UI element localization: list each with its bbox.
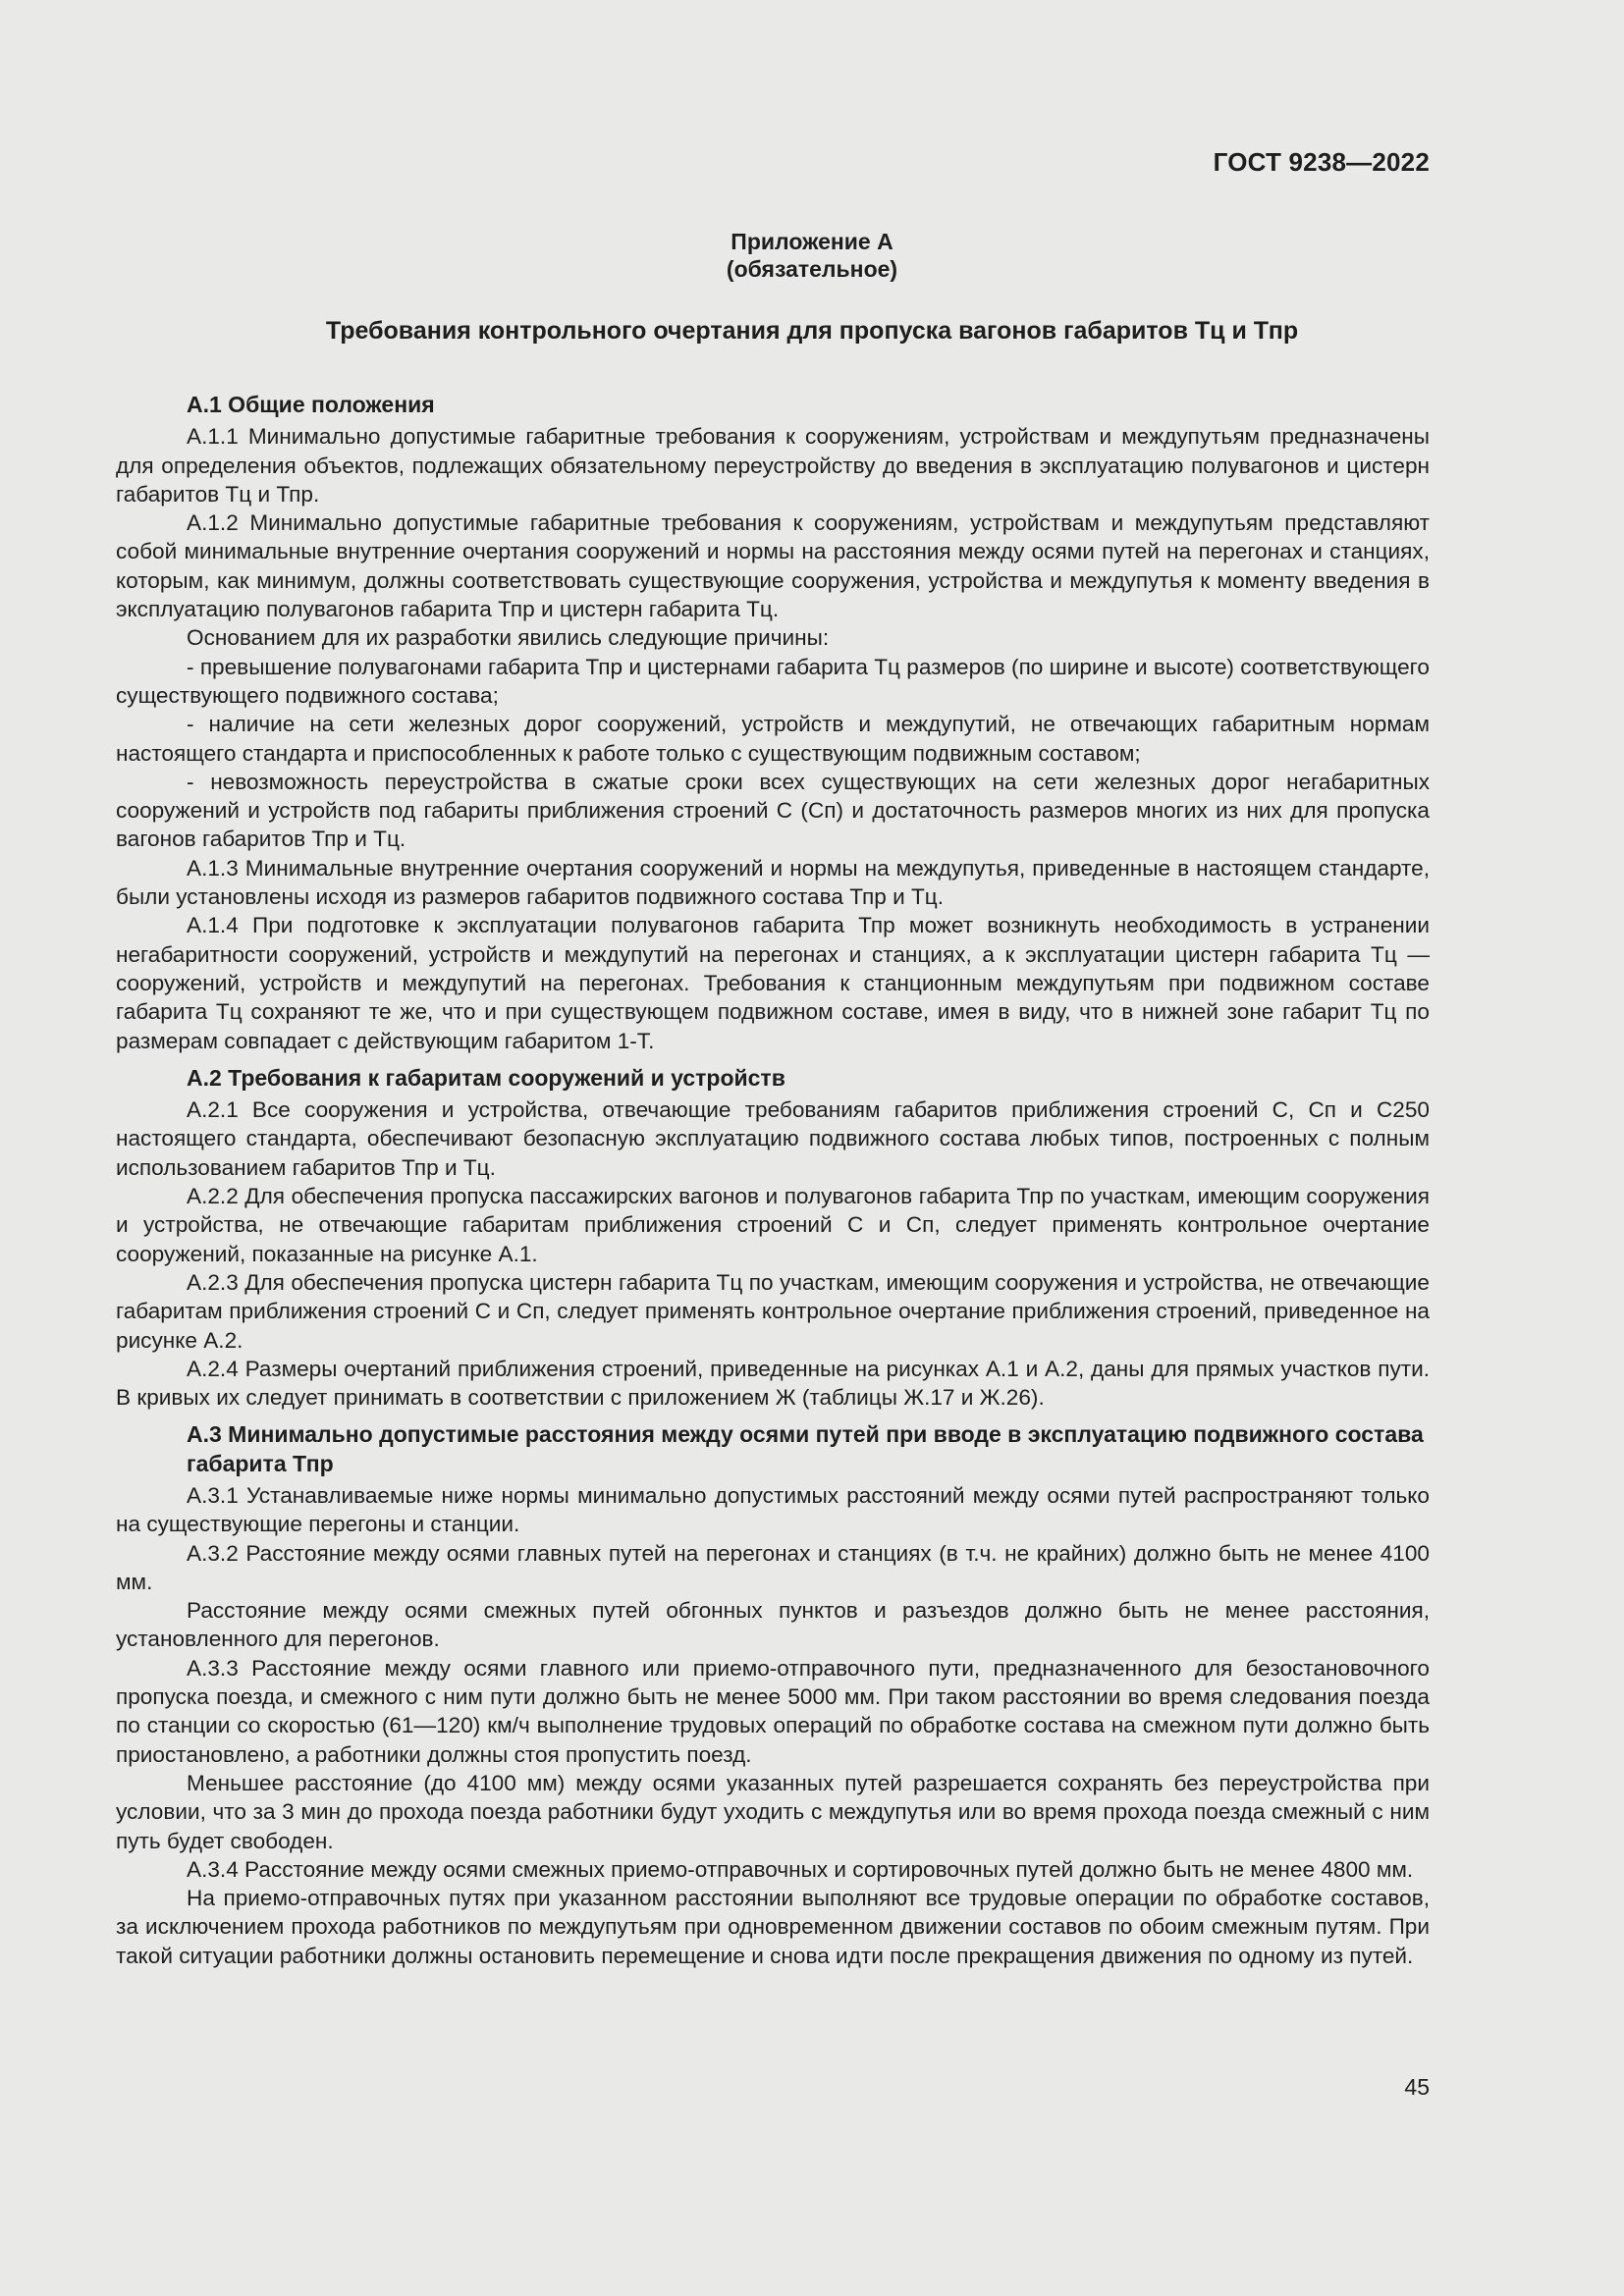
paragraph: А.1.2 Минимально допустимые габаритные требования к сооружениям, устройствам и междупутьям представляют собой минимальные внутренние очертания сооружений и нормы на расстояния между осями путей на перегонах и станциях, которым, как минимум, должны соответствовать существующие сооружения, устройства и междупутья к моменту введения в эксплуатацию полувагонов габарита Тпр и цистерн габарита Тц. [116, 510, 1430, 622]
paragraph: А.2.3 Для обеспечения пропуска цистерн габарита Тц по участкам, имеющим сооружения и устройства, не отвечающие габаритам приближения строений С и Сп, следует применять контрольное очертание приближения строений, приведенное на рисунке А.2. [116, 1269, 1430, 1353]
paragraph: А.3.1 Устанавливаемые ниже нормы минимально допустимых расстояний между осями путей распространяют только на существующие перегоны и станции. [116, 1482, 1430, 1537]
list-item: - превышение полувагонами габарита Тпр и цистернами габарита Тц размеров (по ширине и высоте) соответствующего существующего подвижного состава; [116, 654, 1430, 708]
list-item: - невозможность переустройства в сжатые сроки всех существующих на сети железных дорог негабаритных сооружений и устройств под габариты приближения строений С (Сп) и достаточность размеров многих из них для пропуска вагонов габаритов Тпр и Тц. [116, 769, 1430, 852]
paragraph: На приемо-отправочных путях при указанном расстоянии выполняют все трудовые операции по обработке составов, за исключением прохода работников по междупутьям при одновременном движении составов по обоим смежным путям. При такой ситуации работники должны остановить перемещение и снова идти после прекращения движения по одному из путей. [116, 1886, 1430, 1968]
document-body [116, 391, 1430, 1970]
paragraph: Расстояние между осями смежных путей обгонных пунктов и разъездов должно быть не менее расстояния, установленного для перегонов. [116, 1598, 1430, 1652]
annex-title: Приложение А [731, 229, 893, 254]
paragraph: А.3.2 Расстояние между осями главных путей на перегонах и станциях (в т.ч. не крайних) должно быть не менее 4100 мм. [116, 1540, 1430, 1594]
paragraph: А.1.4 При подготовке к эксплуатации полувагонов габарита Тпр может возникнуть необходимость в устранении негабаритности сооружений, устройств и междупутий на перегонах и станциях, а к эксплуатации цистерн габарита Тц — сооружений, устройств и междупутий на перегонах. Требования к станционным междупутьям при подвижном составе габарита Тц сохраняют те же, что и при существующем подвижном составе, имея в виду, что в нижней зоне габарит Тц по размерам совпадает с действующим габаритом 1-Т. [116, 913, 1430, 1053]
annex-header [0, 228, 1624, 283]
section-title-a2: А.2 Требования к габаритам сооружений и устройств [187, 1064, 785, 1091]
paragraph: А.2.2 Для обеспечения пропуска пассажирских вагонов и полувагонов габарита Тпр по участкам, имеющим сооружения и устройства, не отвечающие габаритам приближения строений С и Сп, следует применять контрольное очертание сооружений, показанные на рисунке А.1. [116, 1184, 1430, 1266]
main-title: Требования контрольного очертания для пропуска вагонов габаритов Тц и Тпр [325, 317, 1299, 345]
paragraph: А.2.1 Все сооружения и устройства, отвечающие требованиям габаритов приближения строений С, Сп и С250 настоящего стандарта, обеспечивают безопасную эксплуатацию подвижного состава любых типов, построенных с полным использованием габаритов Тпр и Тц. [116, 1097, 1430, 1180]
document-id: ГОСТ 9238—2022 [1213, 147, 1430, 177]
section-title-a1: А.1 Общие положения [187, 392, 435, 417]
paragraph: Основанием для их разработки явились следующие причины: [187, 625, 830, 651]
paragraph: А.2.4 Размеры очертаний приближения строений, приведенные на рисунках А.1 и А.2, даны для прямых участков пути. В кривых их следует принимать в соответствии с приложением Ж (таблицы Ж.17 и Ж.26). [116, 1356, 1430, 1411]
page-number: 45 [1404, 2074, 1430, 2100]
annex-status: (обязательное) [726, 256, 898, 282]
paragraph: А.3.3 Расстояние между осями главного или приемо-отправочного пути, предназначенного для безостановочного пропуска поезда, и смежного с ним пути должно быть не менее 5000 мм. При таком расстоянии во время следования поезда по станции со скоростью (61—120) км/ч выполнение трудовых операций по обработке состава на смежном пути должно быть приостановлено, а работники должны стоя пропустить поезд. [116, 1655, 1430, 1767]
section-title-a3: А.3 Минимально допустимые расстояния между осями путей при вводе в эксплуатацию подвижного состава габарита Тпр [187, 1421, 1424, 1476]
paragraph: А.1.1 Минимально допустимые габаритные требования к сооружениям, устройствам и междупутьям предназначены для определения объектов, подлежащих обязательному переустройству до введения в эксплуатацию полувагонов и цистерн габаритов Тц и Тпр. [116, 424, 1430, 507]
paragraph: Меньшее расстояние (до 4100 мм) между осями указанных путей разрешается сохранять без переустройства при условии, что за 3 мин до прохода поезда работники будут уходить с междупутья или во время прохода поезда смежный с ним путь будет свободен. [116, 1770, 1430, 1853]
list-item: - наличие на сети железных дорог сооружений, устройств и междупутий, не отвечающих габаритным нормам настоящего стандарта и приспособленных к работе только с существующим подвижным составом; [116, 712, 1430, 766]
paragraph: А.3.4 Расстояние между осями смежных приемо-отправочных и сортировочных путей должно быть не менее 4800 мм. [187, 1856, 1414, 1882]
paragraph: А.1.3 Минимальные внутренние очертания сооружений и нормы на междупутья, приведенные в настоящем стандарте, были установлены исходя из размеров габаритов подвижного состава Тпр и Тц. [116, 855, 1430, 910]
